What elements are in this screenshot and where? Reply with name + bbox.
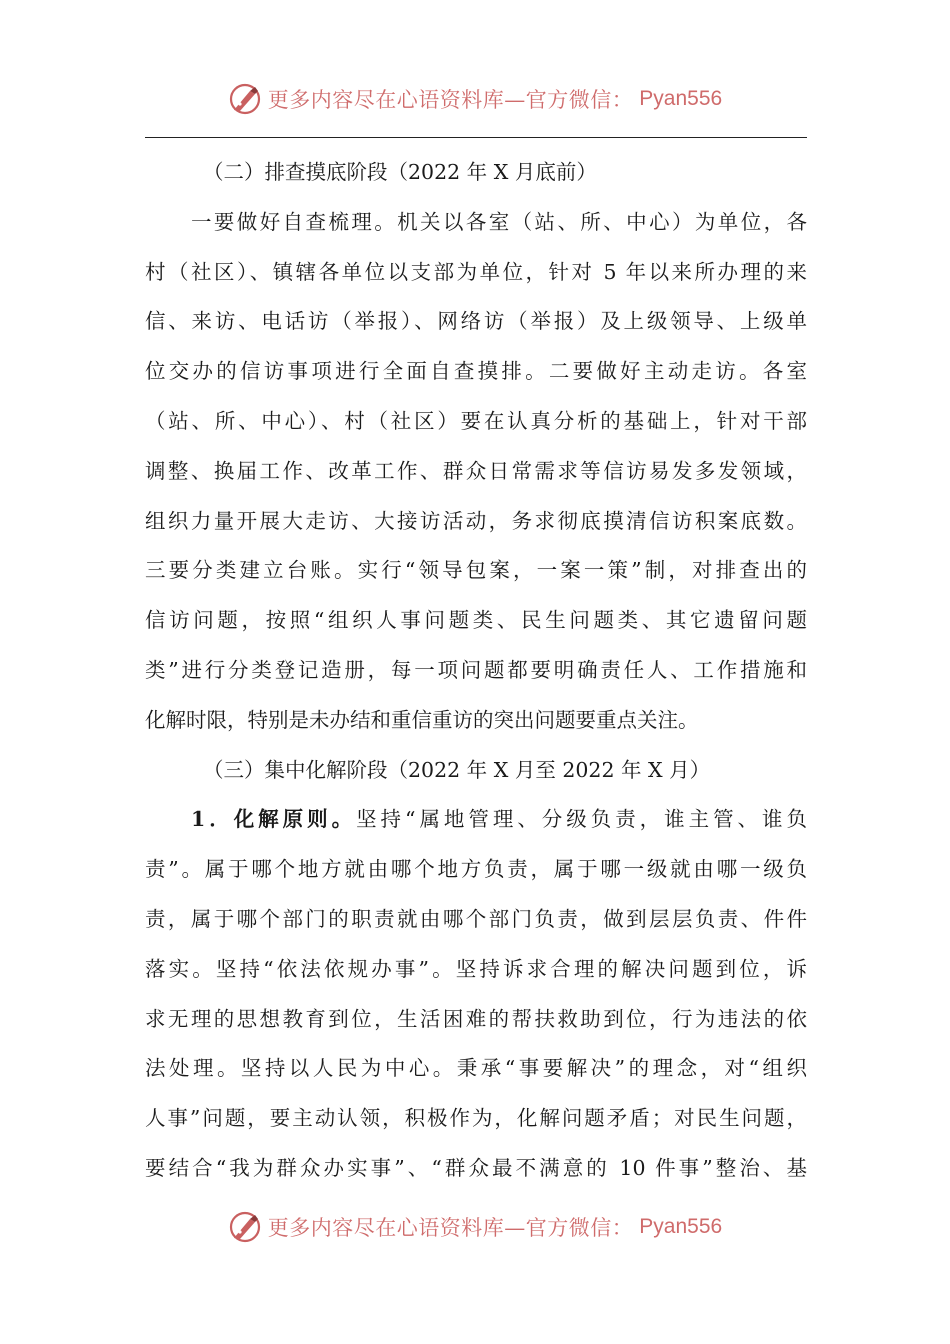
paragraph-line: 信、来访、电话访（举报）、网络访（举报）及上级领导、上级单 [145, 309, 807, 334]
paragraph-line: 责”。属于哪个地方就由哪个地方负责，属于哪一级就由哪一级负 [145, 857, 807, 882]
paragraph-line: 落实。坚持“依法依规办事”。坚持诉求合理的解决问题到位，诉 [145, 956, 807, 981]
watermark-text: 更多内容尽在心语资料库—官方微信： [267, 1216, 634, 1240]
paragraph-line: 信访问题，按照“组织人事问题类、民生问题类、其它遗留问题 [145, 608, 807, 633]
header-watermark [0, 82, 950, 116]
section-heading-2: （二）排查摸底阶段（2022 年 X 月底前） [203, 160, 597, 184]
watermark-handle: Pyan556 [639, 1215, 723, 1238]
paragraph-line: 组织力量开展大走访、大接访活动，务求彻底摸清信访积案底数。 [145, 508, 807, 533]
principle-text: 坚持“属地管理、分级负责，谁主管、谁负 [356, 807, 808, 832]
pen-nib-circle-logo-icon [228, 82, 262, 116]
paragraph-line: 要结合“我为群众办实事”、“群众最不满意的 10 件事”整治、基 [145, 1155, 807, 1180]
paragraph-line: 化解时限，特别是未办结和重信重访的突出问题要重点关注。 [145, 707, 699, 732]
footer-watermark [0, 1210, 950, 1244]
paragraph-line: 调整、换届工作、改革工作、群众日常需求等信访易发多发领域， [145, 458, 807, 483]
pen-nib-circle-logo-icon [228, 1210, 262, 1244]
watermark-text: 更多内容尽在心语资料库—官方微信： [267, 88, 634, 112]
paragraph-line: （站、所、中心）、村（社区）要在认真分析的基础上，针对干部 [145, 408, 807, 433]
paragraph-line: 类”进行分类登记造册，每一项问题都要明确责任人、工作措施和 [145, 657, 807, 682]
paragraph-line: 三要分类建立台账。实行“领导包案，一案一策”制，对排查出的 [145, 558, 807, 583]
paragraph-line: 法处理。坚持以人民为中心。秉承“事要解决”的理念，对“组织 [145, 1056, 807, 1081]
paragraph-line: 村（社区）、镇辖各单位以支部为单位，针对 5 年以来所办理的来 [145, 259, 807, 284]
header-divider [145, 137, 807, 138]
paragraph-line: 求无理的思想教育到位，生活困难的帮扶救助到位，行为违法的依 [145, 1006, 807, 1031]
paragraph-line [145, 795, 807, 845]
paragraph-line: 一要做好自查梳理。机关以各室（站、所、中心）为单位，各 [191, 209, 807, 234]
paragraph-line: 人事”问题，要主动认领，积极作为，化解问题矛盾；对民生问题， [145, 1106, 807, 1131]
principle-lead: 1．化解原则。 [191, 807, 357, 832]
document-body [145, 148, 807, 1194]
watermark-handle: Pyan556 [639, 87, 723, 110]
paragraph-line: 责，属于哪个部门的职责就由哪个部门负责，做到层层负责、件件 [145, 906, 807, 931]
paragraph-line: 位交办的信访事项进行全面自查摸排。二要做好主动走访。各室 [145, 359, 807, 384]
section-heading-3: （三）集中化解阶段（2022 年 X 月至 2022 年 X 月） [203, 757, 711, 782]
